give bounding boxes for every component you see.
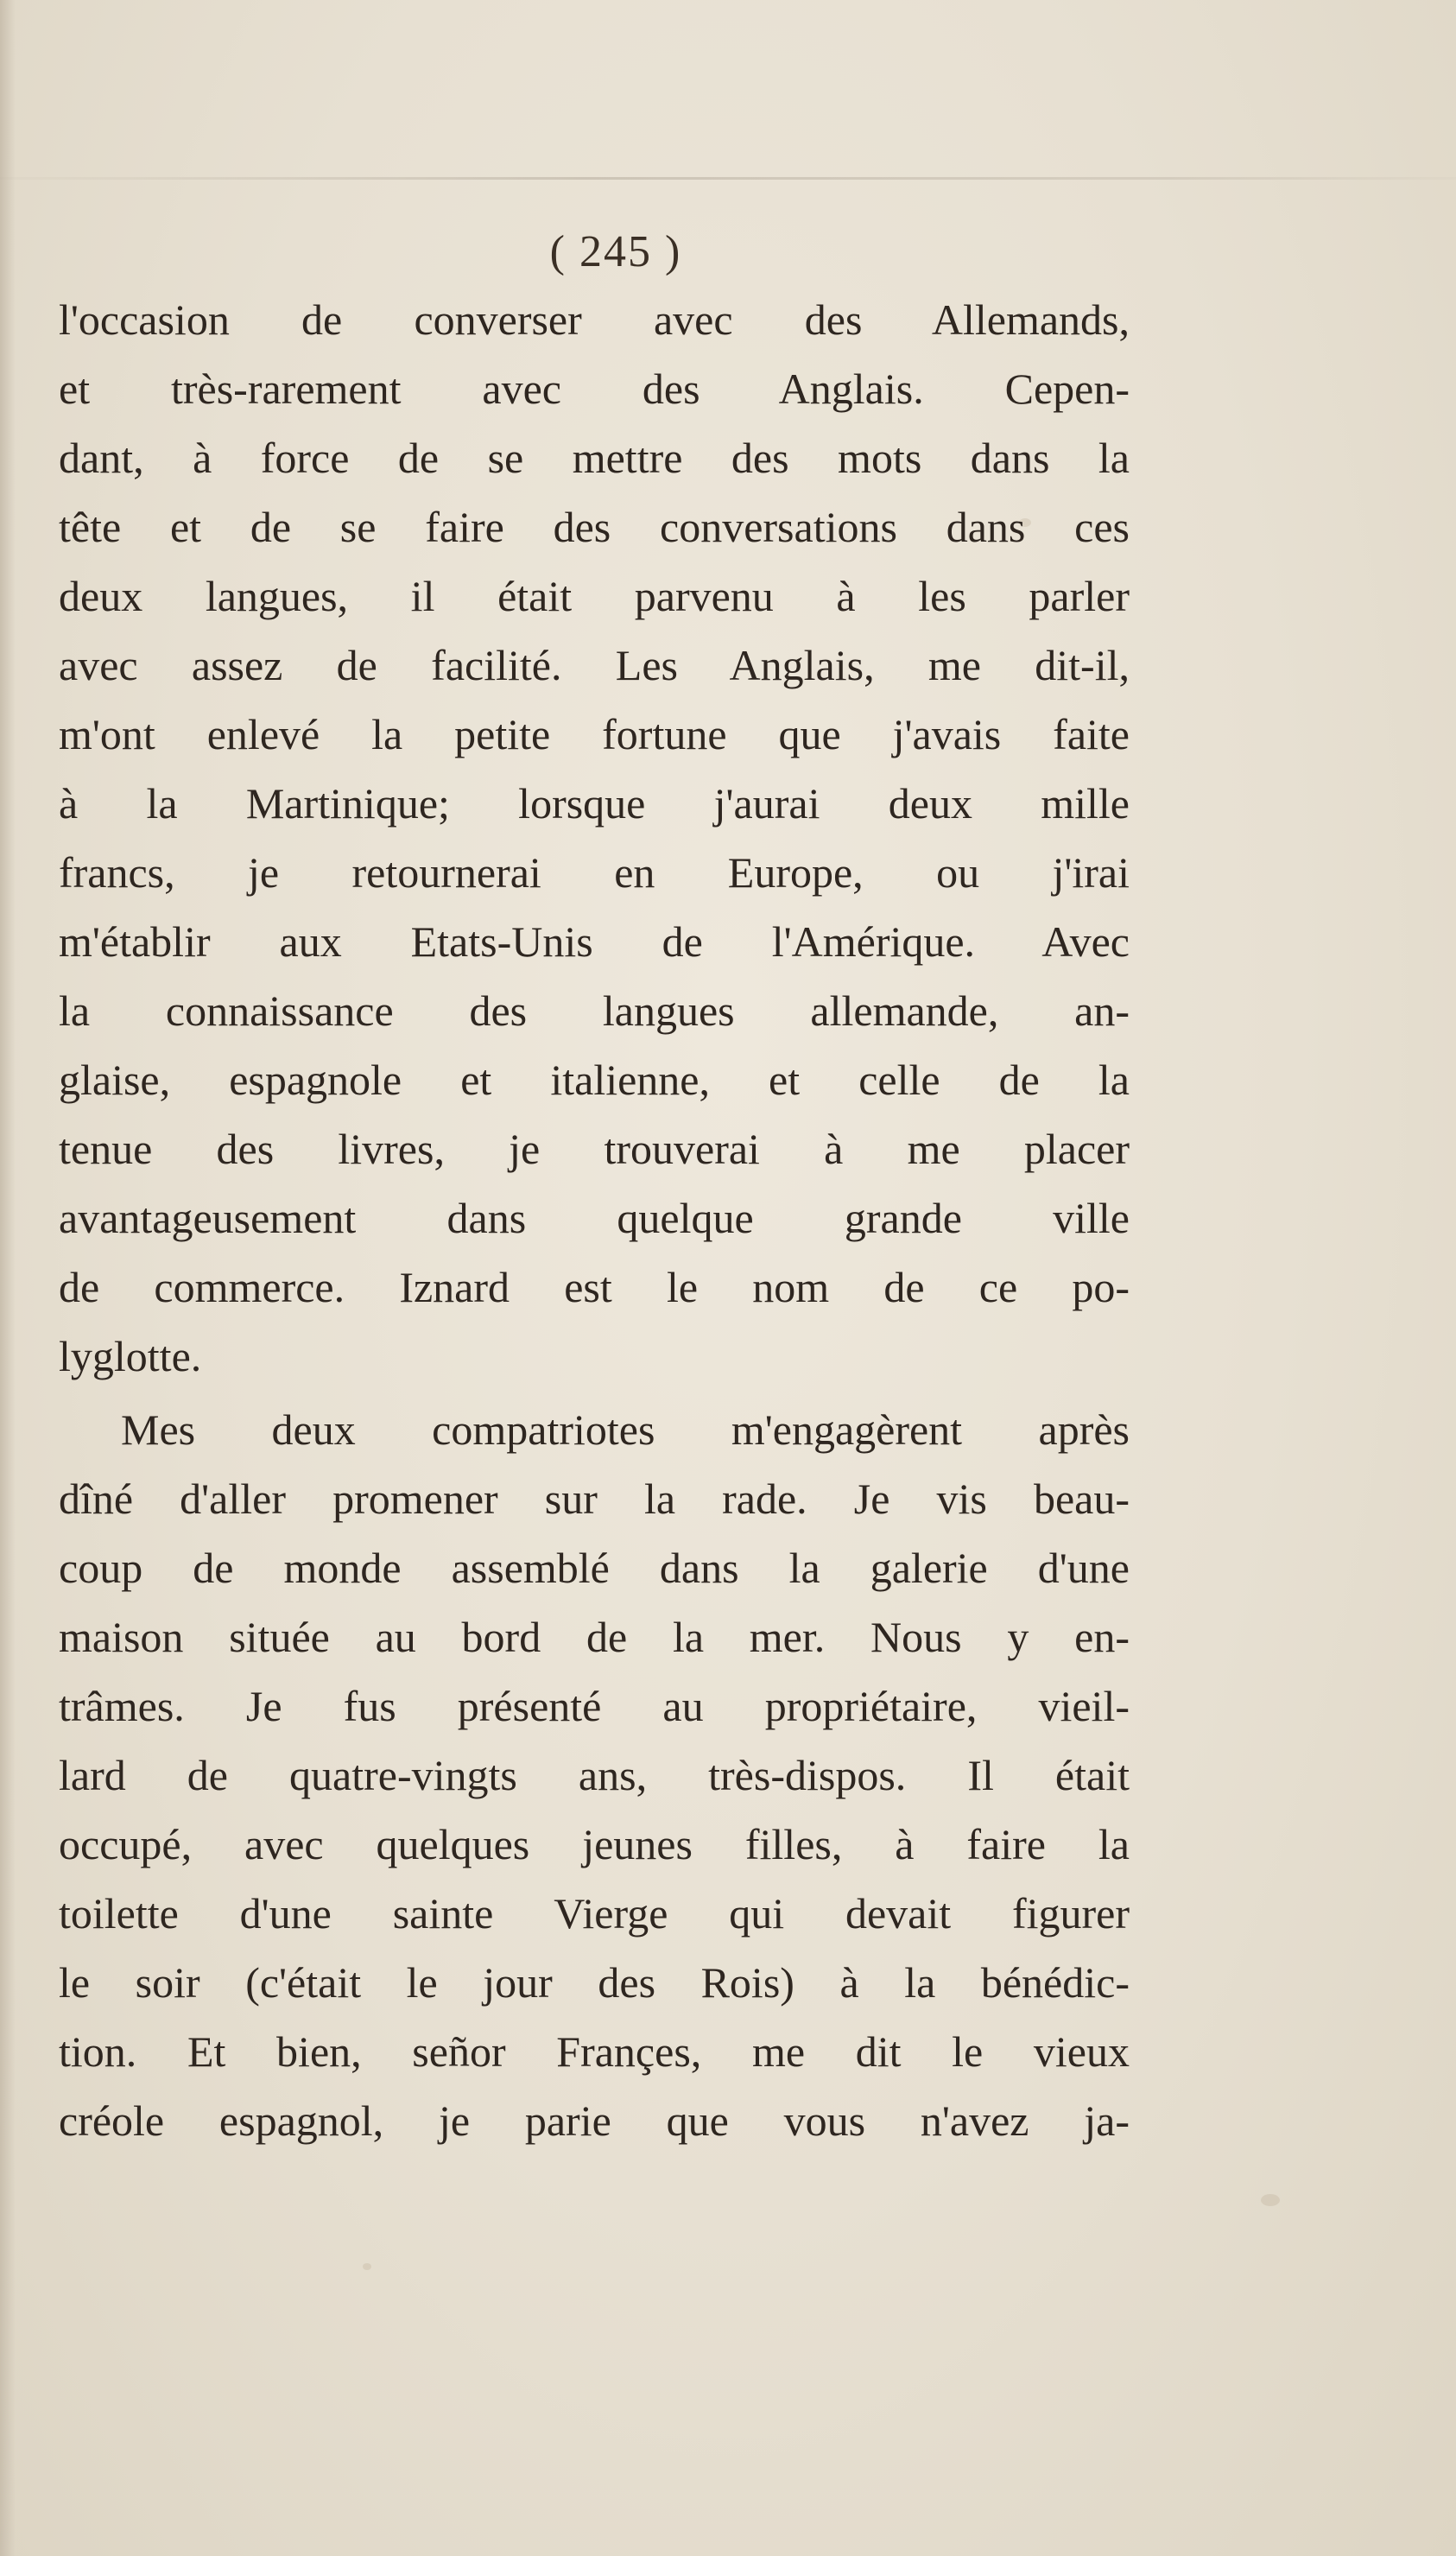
text-line: lard de quatre-vingts ans, très-dispos. Il était — [59, 1751, 1130, 1799]
page-number: ( 245 ) — [549, 227, 682, 276]
text-line: occupé, avec quelques jeunes filles, à faire la — [59, 1820, 1130, 1868]
text-line: m'ont enlevé la petite fortune que j'avais faite — [59, 710, 1130, 758]
text-line: maison située au bord de la mer. Nous y en- — [59, 1613, 1130, 1661]
text-line: toilette d'une sainte Vierge qui devait figurer — [59, 1889, 1130, 1938]
text-line: glaise, espagnole et italienne, et celle de la — [59, 1056, 1130, 1104]
text-line: avantageusement dans quelque grande ville — [59, 1194, 1130, 1242]
text-line: avec assez de facilité. Les Anglais, me dit-il, — [59, 641, 1130, 689]
text-line: de commerce. Iznard est le nom de ce po- — [59, 1263, 1130, 1311]
text-line: l'occasion de converser avec des Allemands, — [59, 295, 1130, 344]
text-line: à la Martinique; lorsque j'aurai deux mille — [59, 779, 1130, 828]
text-line: francs, je retournerai en Europe, ou j'irai — [59, 848, 1130, 897]
text-line: le soir (c'était le jour des Rois) à la bénédic- — [59, 1958, 1130, 2007]
text-line: tion. Et bien, señor Françes, me dit le vieux — [59, 2027, 1130, 2076]
text-line: Mes deux compatriotes m'engagèrent après — [121, 1405, 1130, 1454]
text-line: tête et de se faire des conversations dans ces — [59, 503, 1130, 551]
text-line: et très-rarement avec des Anglais. Cepen- — [59, 365, 1130, 413]
text-line: m'établir aux Etats-Unis de l'Amérique. Avec — [59, 917, 1130, 966]
text-line: créole espagnol, je parie que vous n'avez ja- — [59, 2096, 1130, 2145]
text-line: coup de monde assemblé dans la galerie d'une — [59, 1544, 1130, 1592]
text-line: lyglotte. — [59, 1332, 202, 1380]
text-line: deux langues, il était parvenu à les parler — [59, 572, 1130, 620]
text-line: la connaissance des langues allemande, an- — [59, 986, 1130, 1035]
text-line: dant, à force de se mettre des mots dans la — [59, 434, 1130, 482]
text-line: trâmes. Je fus présenté au propriétaire, vieil- — [59, 1682, 1130, 1730]
text-line: dîné d'aller promener sur la rade. Je vis beau- — [59, 1475, 1130, 1523]
text-line: tenue des livres, je trouverai à me placer — [59, 1125, 1130, 1173]
